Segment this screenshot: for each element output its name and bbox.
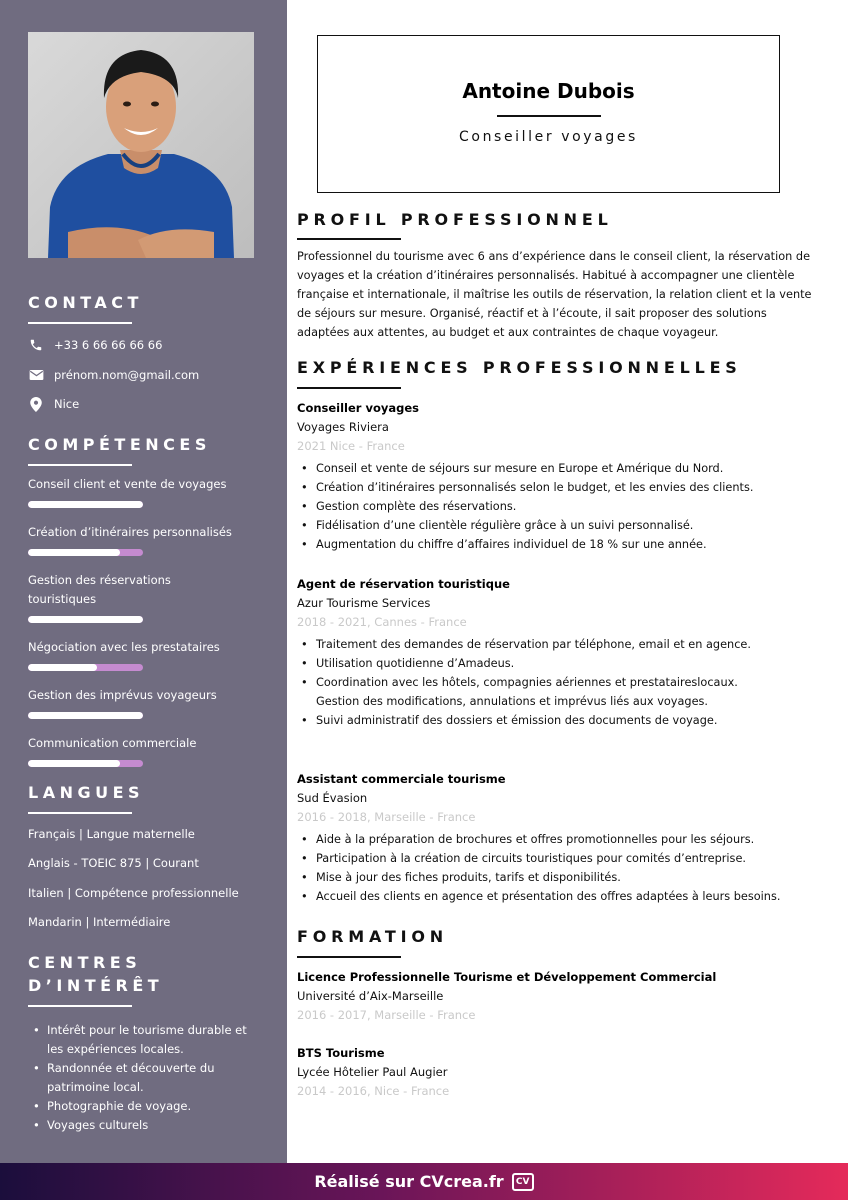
job-bullet: • Traitement des demandes de réservation par téléphone, email et en agence.: [297, 635, 757, 654]
profile-text: Professionnel du tourisme avec 6 ans d’expérience dans le conseil client, la réservation de voyages et la création d’itinéraires personnalisés. Habitué à accompagner une clientèle française et internationale, il maîtrise les outils de réservation, la relation client et la vente de séjours sur mesure. Organisé, réactif et à l’écoute, il sait proposer des solutions adaptées aux attentes, au budget et aux contraintes de chaque voyageur.: [297, 250, 812, 339]
job-date: 2021 Nice - France: [297, 439, 405, 453]
job-bullet: • Aide à la préparation de brochures et offres promotionnelles pour les séjours.: [297, 830, 827, 849]
phone-icon: [28, 337, 44, 353]
profile-rule: [297, 238, 401, 240]
experience-title: EXPÉRIENCES PROFESSIONNELLES: [297, 358, 742, 377]
sidebar: [0, 0, 287, 1163]
job-company: Sud Évasion: [297, 791, 368, 805]
experience-rule: [297, 387, 401, 389]
contact-phone-text: +33 6 66 66 66 66: [54, 338, 163, 352]
job-bullet: • Fidélisation d’une clientèle régulière grâce à un suivi personnalisé.: [297, 516, 827, 535]
skill-bar-fill: [28, 501, 143, 508]
skill-label: Communication commerciale: [28, 736, 197, 750]
skill-item: [28, 475, 258, 508]
interests-list: [28, 1021, 258, 1135]
education-rule: [297, 956, 401, 958]
interest-item: • Voyages culturels: [28, 1116, 258, 1135]
footer-text[interactable]: Réalisé sur CVcrea.fr: [314, 1172, 504, 1191]
skill-bar: [28, 760, 143, 767]
contact-title: CONTACT: [28, 293, 143, 312]
job-bullet: • Accueil des clients en agence et présentation des offres adaptées à leurs besoins.: [297, 887, 827, 906]
skill-bar-fill: [28, 549, 120, 556]
contact-location-text: Nice: [54, 397, 80, 411]
language-item: Anglais - TOEIC 875 | Courant: [28, 856, 199, 870]
skill-bar-fill: [28, 616, 143, 623]
job-date: 2018 - 2021, Cannes - France: [297, 615, 467, 629]
interests-rule: [28, 1005, 132, 1007]
skill-label: Conseil client et vente de voyages: [28, 477, 227, 491]
skill-label: Négociation avec les prestataires: [28, 640, 220, 654]
skill-bar: [28, 712, 143, 719]
job-bullet: • Utilisation quotidienne d’Amadeus.: [297, 654, 757, 673]
name-box: [317, 35, 780, 193]
job-bullet: • Gestion complète des réservations.: [297, 497, 827, 516]
language-item: Français | Langue maternelle: [28, 827, 195, 841]
candidate-role: Conseiller voyages: [459, 129, 638, 145]
job-bullet: • Conseil et vente de séjours sur mesure en Europe et Amérique du Nord.: [297, 459, 827, 478]
skill-bar: [28, 549, 143, 556]
job-company: Voyages Riviera: [297, 420, 389, 434]
footer-banner[interactable]: [0, 1163, 848, 1200]
contact-rule: [28, 322, 132, 324]
skills-title: COMPÉTENCES: [28, 435, 211, 454]
skill-bar-fill: [28, 760, 120, 767]
education-title-item: BTS Tourisme: [297, 1046, 385, 1060]
education-school: Université d’Aix-Marseille: [297, 989, 444, 1003]
job-bullet: • Création d’itinéraires personnalisés selon le budget, et les envies des clients.: [297, 478, 827, 497]
job-bullet: • Augmentation du chiffre d’affaires individuel de 18 % sur une année.: [297, 535, 827, 554]
skill-item: [28, 734, 258, 767]
skill-label: Gestion des réservations touristiques: [28, 573, 171, 606]
name-rule: [497, 115, 601, 117]
skill-bar: [28, 664, 143, 671]
job-title: Agent de réservation touristique: [297, 577, 510, 591]
languages-rule: [28, 812, 132, 814]
job-title: Conseiller voyages: [297, 401, 420, 415]
education-title: FORMATION: [297, 927, 448, 946]
contact-email-text: prénom.nom@gmail.com: [54, 368, 200, 382]
language-item: Italien | Compétence professionnelle: [28, 886, 239, 900]
job-bullet: • Mise à jour des fiches produits, tarifs et disponibilités.: [297, 868, 827, 887]
contact-email[interactable]: [28, 365, 199, 385]
language-item: Mandarin | Intermédiaire: [28, 915, 171, 929]
interests-title-line2: D’INTÉRÊT: [28, 976, 164, 995]
candidate-name: Antoine Dubois: [462, 79, 635, 103]
cv-logo-icon: CV: [512, 1173, 534, 1191]
profile-photo: [28, 32, 254, 258]
location-pin-icon: [28, 396, 44, 412]
languages-title: LANGUES: [28, 783, 145, 802]
education-date: 2016 - 2017, Marseille - France: [297, 1008, 476, 1022]
education-title-item: Licence Professionnelle Tourisme et Développement Commercial: [297, 970, 717, 984]
skill-label: Gestion des imprévus voyageurs: [28, 688, 217, 702]
skill-bar-fill: [28, 664, 97, 671]
skill-item: [28, 523, 258, 556]
interest-item: • Randonnée et découverte du patrimoine local.: [28, 1059, 258, 1097]
job-bullet: • Coordination avec les hôtels, compagnies aériennes et prestataireslocaux. Gestion des modifications, annulations et imprévus liés aux voyages.: [297, 673, 757, 711]
education-school: Lycée Hôtelier Paul Augier: [297, 1065, 448, 1079]
profile-title: PROFIL PROFESSIONNEL: [297, 210, 613, 229]
skill-bar: [28, 616, 143, 623]
job-bullets: [297, 459, 827, 554]
job-title: Assistant commerciale tourisme: [297, 772, 506, 786]
contact-location: [28, 394, 79, 414]
skill-item: [28, 571, 178, 623]
interest-item: • Intérêt pour le tourisme durable et les expériences locales.: [28, 1021, 258, 1059]
person-portrait-icon: [28, 32, 254, 258]
skill-bar: [28, 501, 143, 508]
interests-title-line1: CENTRES: [28, 953, 142, 972]
skill-item: [28, 638, 258, 671]
email-icon: [28, 367, 44, 383]
job-bullets: [297, 635, 757, 730]
job-date: 2016 - 2018, Marseille - France: [297, 810, 476, 824]
skill-bar-fill: [28, 712, 143, 719]
skills-rule: [28, 464, 132, 466]
contact-phone[interactable]: [28, 335, 162, 355]
job-bullets: [297, 830, 827, 906]
job-bullet: • Suivi administratif des dossiers et émission des documents de voyage.: [297, 711, 757, 730]
interest-item: • Photographie de voyage.: [28, 1097, 258, 1116]
job-bullet: • Participation à la création de circuits touristiques pour comités d’entreprise.: [297, 849, 827, 868]
job-company: Azur Tourisme Services: [297, 596, 431, 610]
education-date: 2014 - 2016, Nice - France: [297, 1084, 450, 1098]
skill-label: Création d’itinéraires personnalisés: [28, 525, 232, 539]
skill-item: [28, 686, 258, 719]
